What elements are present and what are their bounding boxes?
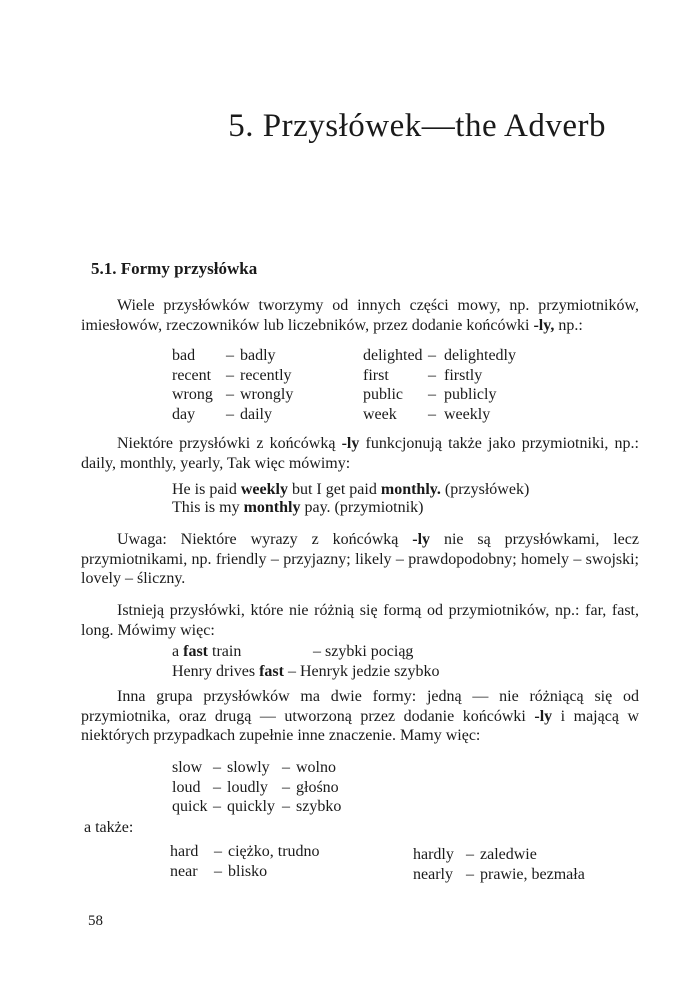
example-sentence-adjective: This is my monthly pay. (przymiotnik) xyxy=(172,499,424,516)
examples-two-forms: slow – slowly – wolno loud – loudly – głośno quick – quickly – szybko xyxy=(172,759,342,815)
examples-left-column: bad – badly recent – recently wrong – wrongly day – daily xyxy=(172,347,294,423)
paragraph-same-form: Istnieją przysłówki, które nie różnią się formą od przymiotników, np.: far, fast, long. Mówimy więc: xyxy=(81,602,639,639)
section-heading: 5.1. Formy przysłówka xyxy=(91,259,258,278)
examples-right-column: delighted – delightedly first – firstly public – publicly week – weekly xyxy=(363,347,516,423)
examples-different-meaning-left: hard – ciężko, trudno near – blisko xyxy=(170,843,320,880)
paragraph-intro: Wiele przysłówków tworzymy od innych części mowy, np. przymiotników, imiesłowów, rzeczowników lub liczebników, przez dodanie końcówki -ly, np.: xyxy=(81,297,639,334)
example-drives-fast: Henry drives fast – Henryk jedzie szybko xyxy=(172,663,440,680)
paragraph-note: Uwaga: Niektóre wyrazy z końcówką -ly nie są przysłówkami, lecz przymiotnikami, np. friendly – przyjazny; likely – prawdopodobny; homely – swojski; lovely – śliczny. xyxy=(81,531,639,587)
page-number: 58 xyxy=(88,913,103,929)
paragraph-two-forms: Inna grupa przysłówków ma dwie formy: jedną — nie różniącą się od przymiotnika, oraz drugą — utworzoną przez dodanie końcówki -ly i mającą w niektórych przypadkach zupełnie inne znaczenie. Mamy więc: xyxy=(81,688,640,744)
example-sentence-adverb: He is paid weekly but I get paid monthly. (przysłówek) xyxy=(172,481,530,498)
example-fast-train-translation: – szybki pociąg xyxy=(313,643,414,660)
also-label: a także: xyxy=(84,819,134,836)
paragraph-adjective-use: Niektóre przysłówki z końcówką -ly funkcjonują także jako przymiotniki, np.: daily, monthly, yearly, Tak więc mówimy: xyxy=(81,435,640,472)
chapter-title: 5. Przysłówek—the Adverb xyxy=(228,108,606,144)
example-fast-train: a fast train xyxy=(172,643,242,660)
examples-different-meaning-right: hardly – zaledwie nearly – prawie, bezmała xyxy=(413,846,585,883)
